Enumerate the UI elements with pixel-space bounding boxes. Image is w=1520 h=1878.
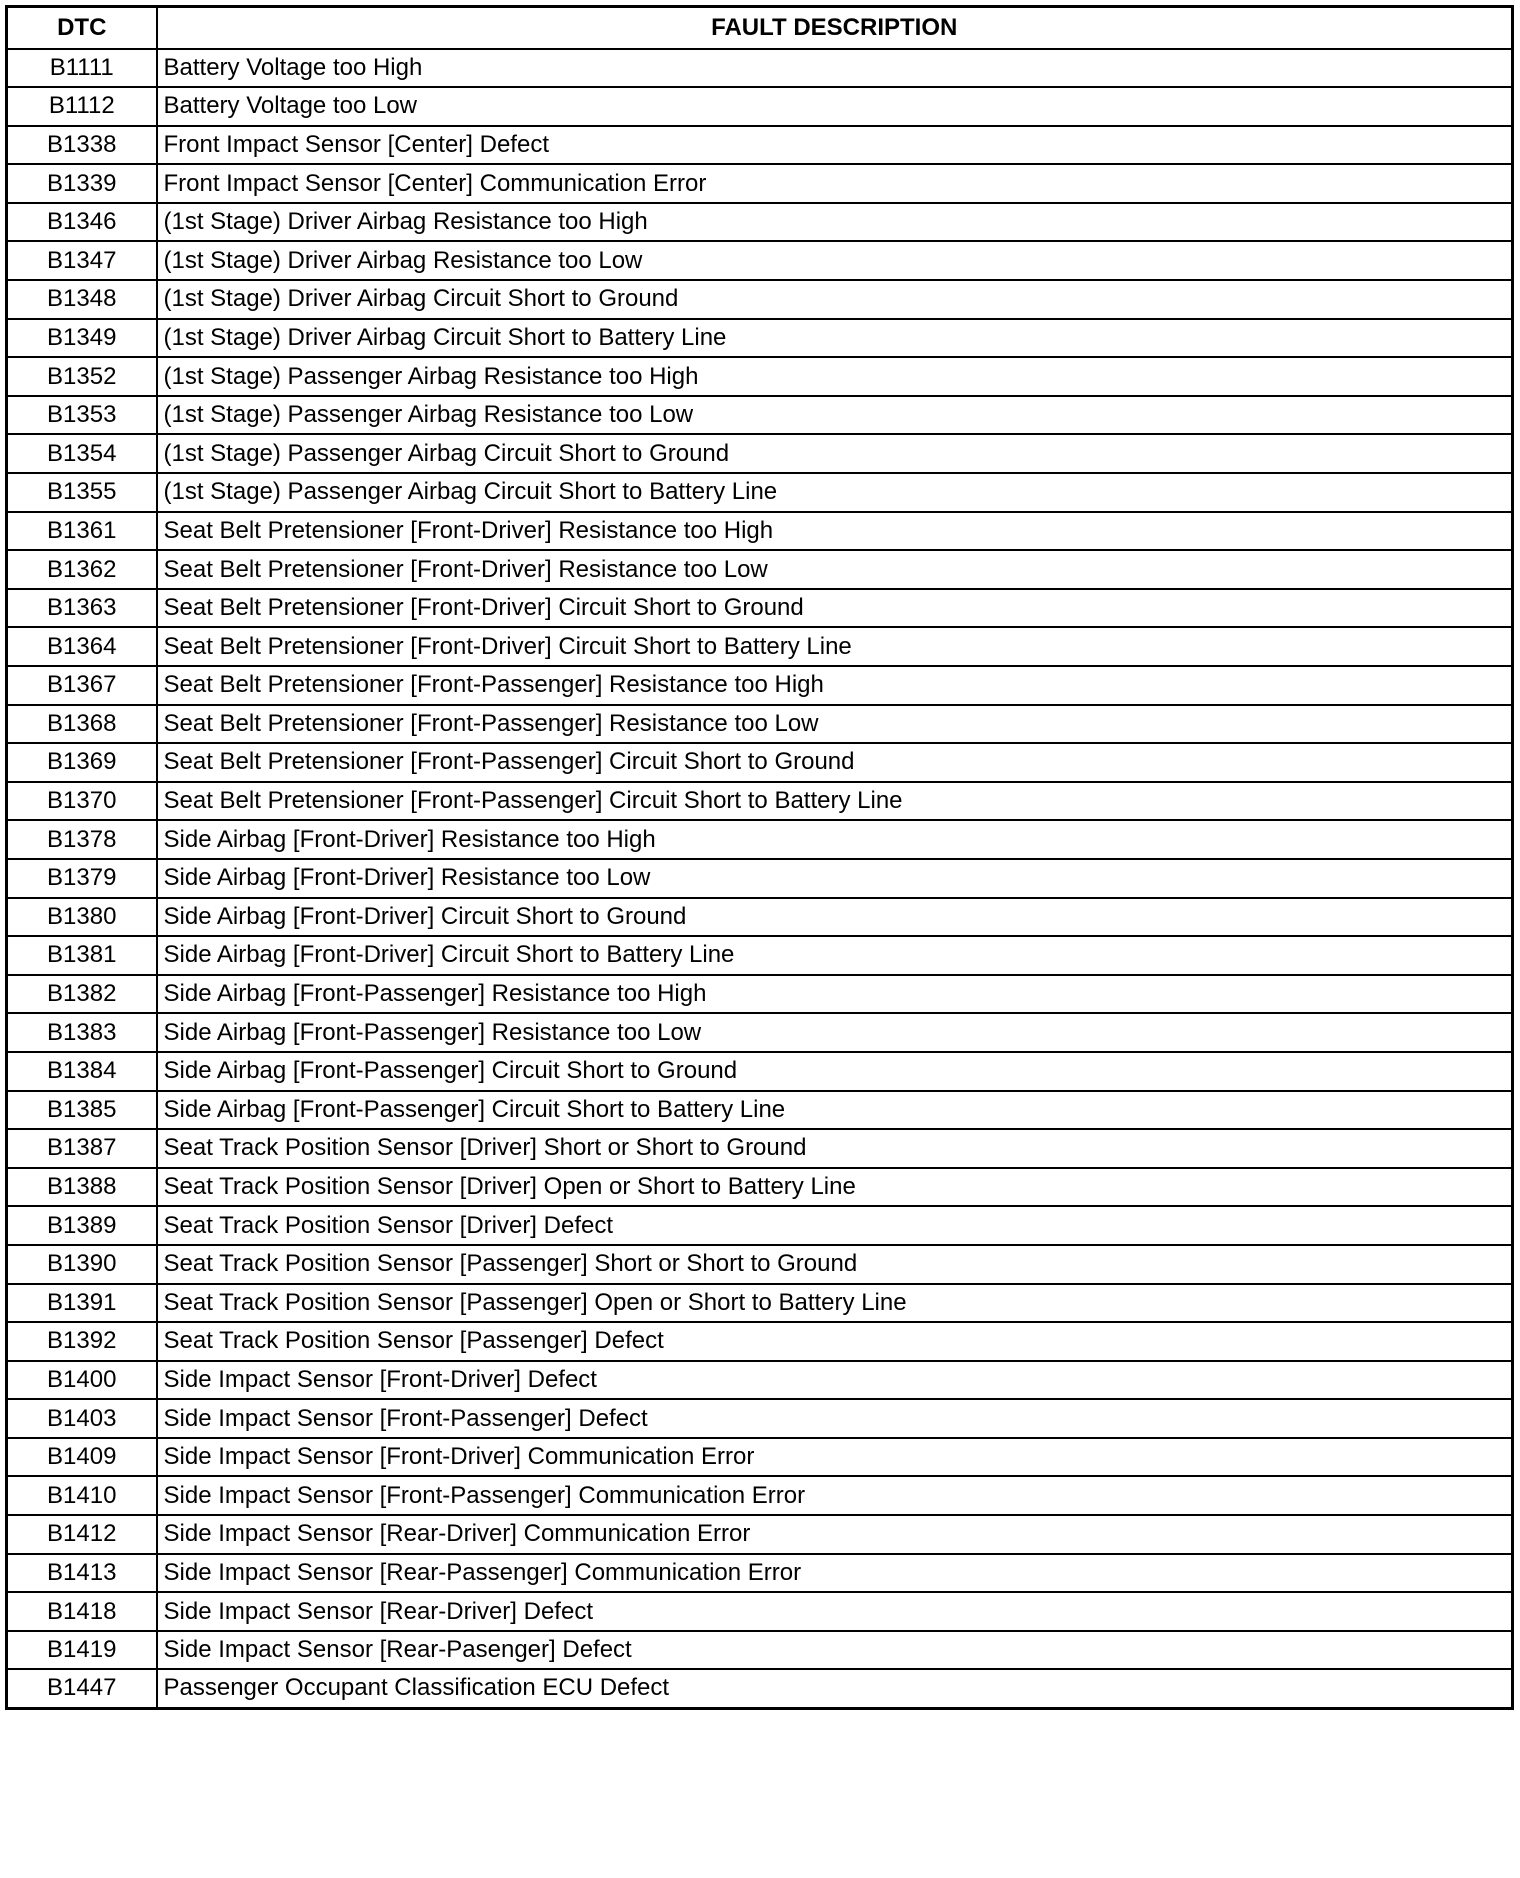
dtc-code-cell: B1361 (7, 512, 157, 551)
fault-description-cell: Seat Track Position Sensor [Driver] Short or Short to Ground (157, 1129, 1513, 1168)
table-row (7, 1476, 1513, 1515)
fault-description-cell: Seat Belt Pretensioner [Front-Driver] Resistance too High (157, 512, 1513, 551)
dtc-code-cell: B1400 (7, 1361, 157, 1400)
dtc-code-cell: B1419 (7, 1631, 157, 1670)
table-row (7, 705, 1513, 744)
fault-description-cell: (1st Stage) Driver Airbag Circuit Short to Ground (157, 280, 1513, 319)
fault-description-cell: (1st Stage) Driver Airbag Circuit Short to Battery Line (157, 319, 1513, 358)
dtc-code-cell: B1409 (7, 1438, 157, 1477)
fault-description-cell: (1st Stage) Driver Airbag Resistance too Low (157, 241, 1513, 280)
dtc-code-cell: B1389 (7, 1206, 157, 1245)
dtc-code-cell: B1392 (7, 1322, 157, 1361)
fault-description-cell: Seat Track Position Sensor [Driver] Defect (157, 1206, 1513, 1245)
table-row (7, 1399, 1513, 1438)
fault-description-cell: Side Airbag [Front-Driver] Resistance too High (157, 820, 1513, 859)
table-row (7, 898, 1513, 937)
dtc-code-cell: B1338 (7, 126, 157, 165)
dtc-code-cell: B1403 (7, 1399, 157, 1438)
fault-description-cell: Seat Track Position Sensor [Passenger] Defect (157, 1322, 1513, 1361)
table-row (7, 203, 1513, 242)
dtc-code-cell: B1353 (7, 396, 157, 435)
table-row (7, 1013, 1513, 1052)
fault-description-cell: Side Impact Sensor [Front-Passenger] Defect (157, 1399, 1513, 1438)
table-row (7, 1361, 1513, 1400)
fault-description-cell: Side Airbag [Front-Passenger] Resistance too Low (157, 1013, 1513, 1052)
dtc-code-cell: B1355 (7, 473, 157, 512)
table-row (7, 1284, 1513, 1323)
fault-description-cell: (1st Stage) Passenger Airbag Circuit Short to Ground (157, 434, 1513, 473)
table-row (7, 666, 1513, 705)
fault-description-cell: Seat Belt Pretensioner [Front-Passenger] Circuit Short to Battery Line (157, 782, 1513, 821)
table-row (7, 589, 1513, 628)
table-row (7, 241, 1513, 280)
dtc-code-cell: B1349 (7, 319, 157, 358)
fault-description-cell: Side Impact Sensor [Rear-Pasenger] Defect (157, 1631, 1513, 1670)
dtc-code-cell: B1378 (7, 820, 157, 859)
fault-description-cell: Seat Track Position Sensor [Passenger] Open or Short to Battery Line (157, 1284, 1513, 1323)
fault-description-cell: Front Impact Sensor [Center] Communication Error (157, 164, 1513, 203)
fault-description-cell: Passenger Occupant Classification ECU Defect (157, 1669, 1513, 1708)
dtc-code-cell: B1368 (7, 705, 157, 744)
header-dtc: DTC (7, 7, 157, 49)
table-row (7, 473, 1513, 512)
dtc-code-cell: B1384 (7, 1052, 157, 1091)
fault-description-cell: Side Airbag [Front-Passenger] Circuit Short to Ground (157, 1052, 1513, 1091)
dtc-code-cell: B1447 (7, 1669, 157, 1708)
dtc-code-cell: B1339 (7, 164, 157, 203)
fault-description-cell: Side Impact Sensor [Rear-Driver] Communication Error (157, 1515, 1513, 1554)
dtc-fault-table (5, 5, 1514, 1710)
fault-description-cell: Side Airbag [Front-Driver] Circuit Short to Battery Line (157, 936, 1513, 975)
fault-description-cell: Side Airbag [Front-Passenger] Circuit Short to Battery Line (157, 1091, 1513, 1130)
table-row (7, 1631, 1513, 1670)
fault-description-cell: (1st Stage) Driver Airbag Resistance too High (157, 203, 1513, 242)
fault-description-cell: (1st Stage) Passenger Airbag Circuit Short to Battery Line (157, 473, 1513, 512)
dtc-code-cell: B1346 (7, 203, 157, 242)
fault-description-cell: Seat Belt Pretensioner [Front-Driver] Circuit Short to Battery Line (157, 627, 1513, 666)
fault-description-cell: Side Impact Sensor [Front-Driver] Defect (157, 1361, 1513, 1400)
fault-description-cell: Front Impact Sensor [Center] Defect (157, 126, 1513, 165)
dtc-code-cell: B1383 (7, 1013, 157, 1052)
table-row (7, 1515, 1513, 1554)
dtc-code-cell: B1370 (7, 782, 157, 821)
dtc-code-cell: B1348 (7, 280, 157, 319)
fault-description-cell: Battery Voltage too High (157, 49, 1513, 88)
table-header-row (7, 7, 1513, 49)
fault-description-cell: Seat Belt Pretensioner [Front-Driver] Resistance too Low (157, 550, 1513, 589)
fault-description-cell: Side Impact Sensor [Rear-Passenger] Communication Error (157, 1554, 1513, 1593)
table-row (7, 280, 1513, 319)
dtc-code-cell: B1369 (7, 743, 157, 782)
table-row (7, 1091, 1513, 1130)
fault-description-cell: Seat Belt Pretensioner [Front-Driver] Circuit Short to Ground (157, 589, 1513, 628)
table-row (7, 87, 1513, 126)
dtc-code-cell: B1362 (7, 550, 157, 589)
table-row (7, 1554, 1513, 1593)
fault-description-cell: Seat Belt Pretensioner [Front-Passenger] Resistance too Low (157, 705, 1513, 744)
table-row (7, 936, 1513, 975)
table-row (7, 627, 1513, 666)
table-row (7, 1052, 1513, 1091)
dtc-code-cell: B1387 (7, 1129, 157, 1168)
fault-description-cell: Side Airbag [Front-Driver] Resistance too Low (157, 859, 1513, 898)
table-row (7, 126, 1513, 165)
dtc-code-cell: B1112 (7, 87, 157, 126)
fault-description-cell: (1st Stage) Passenger Airbag Resistance too Low (157, 396, 1513, 435)
dtc-code-cell: B1352 (7, 357, 157, 396)
dtc-code-cell: B1385 (7, 1091, 157, 1130)
table-row (7, 820, 1513, 859)
dtc-code-cell: B1413 (7, 1554, 157, 1593)
table-row (7, 1322, 1513, 1361)
header-fault-description: FAULT DESCRIPTION (157, 7, 1513, 49)
dtc-code-cell: B1347 (7, 241, 157, 280)
table-row (7, 743, 1513, 782)
fault-description-cell: (1st Stage) Passenger Airbag Resistance too High (157, 357, 1513, 396)
table-row (7, 1168, 1513, 1207)
fault-description-cell: Seat Track Position Sensor [Passenger] Short or Short to Ground (157, 1245, 1513, 1284)
table-row (7, 1206, 1513, 1245)
table-body (7, 49, 1513, 1709)
table-row (7, 1669, 1513, 1708)
table-row (7, 1245, 1513, 1284)
table-row (7, 164, 1513, 203)
dtc-code-cell: B1412 (7, 1515, 157, 1554)
table-row (7, 1438, 1513, 1477)
dtc-code-cell: B1363 (7, 589, 157, 628)
table-row (7, 859, 1513, 898)
fault-description-cell: Side Airbag [Front-Driver] Circuit Short to Ground (157, 898, 1513, 937)
fault-description-cell: Side Airbag [Front-Passenger] Resistance too High (157, 975, 1513, 1014)
fault-description-cell: Side Impact Sensor [Rear-Driver] Defect (157, 1592, 1513, 1631)
dtc-code-cell: B1111 (7, 49, 157, 88)
table-row (7, 512, 1513, 551)
fault-description-cell: Seat Track Position Sensor [Driver] Open or Short to Battery Line (157, 1168, 1513, 1207)
table-row (7, 319, 1513, 358)
table-row (7, 357, 1513, 396)
table-row (7, 1129, 1513, 1168)
table-row (7, 782, 1513, 821)
fault-description-cell: Side Impact Sensor [Front-Passenger] Communication Error (157, 1476, 1513, 1515)
table-row (7, 975, 1513, 1014)
table-row (7, 396, 1513, 435)
dtc-code-cell: B1391 (7, 1284, 157, 1323)
dtc-code-cell: B1388 (7, 1168, 157, 1207)
fault-description-cell: Seat Belt Pretensioner [Front-Passenger] Resistance too High (157, 666, 1513, 705)
table-row (7, 434, 1513, 473)
dtc-code-cell: B1410 (7, 1476, 157, 1515)
dtc-code-cell: B1418 (7, 1592, 157, 1631)
table-row (7, 49, 1513, 88)
table-row (7, 550, 1513, 589)
dtc-code-cell: B1381 (7, 936, 157, 975)
fault-description-cell: Seat Belt Pretensioner [Front-Passenger] Circuit Short to Ground (157, 743, 1513, 782)
dtc-code-cell: B1367 (7, 666, 157, 705)
fault-description-cell: Side Impact Sensor [Front-Driver] Communication Error (157, 1438, 1513, 1477)
dtc-code-cell: B1382 (7, 975, 157, 1014)
dtc-code-cell: B1364 (7, 627, 157, 666)
dtc-code-cell: B1390 (7, 1245, 157, 1284)
dtc-code-cell: B1379 (7, 859, 157, 898)
dtc-code-cell: B1354 (7, 434, 157, 473)
fault-description-cell: Battery Voltage too Low (157, 87, 1513, 126)
table-row (7, 1592, 1513, 1631)
dtc-code-cell: B1380 (7, 898, 157, 937)
